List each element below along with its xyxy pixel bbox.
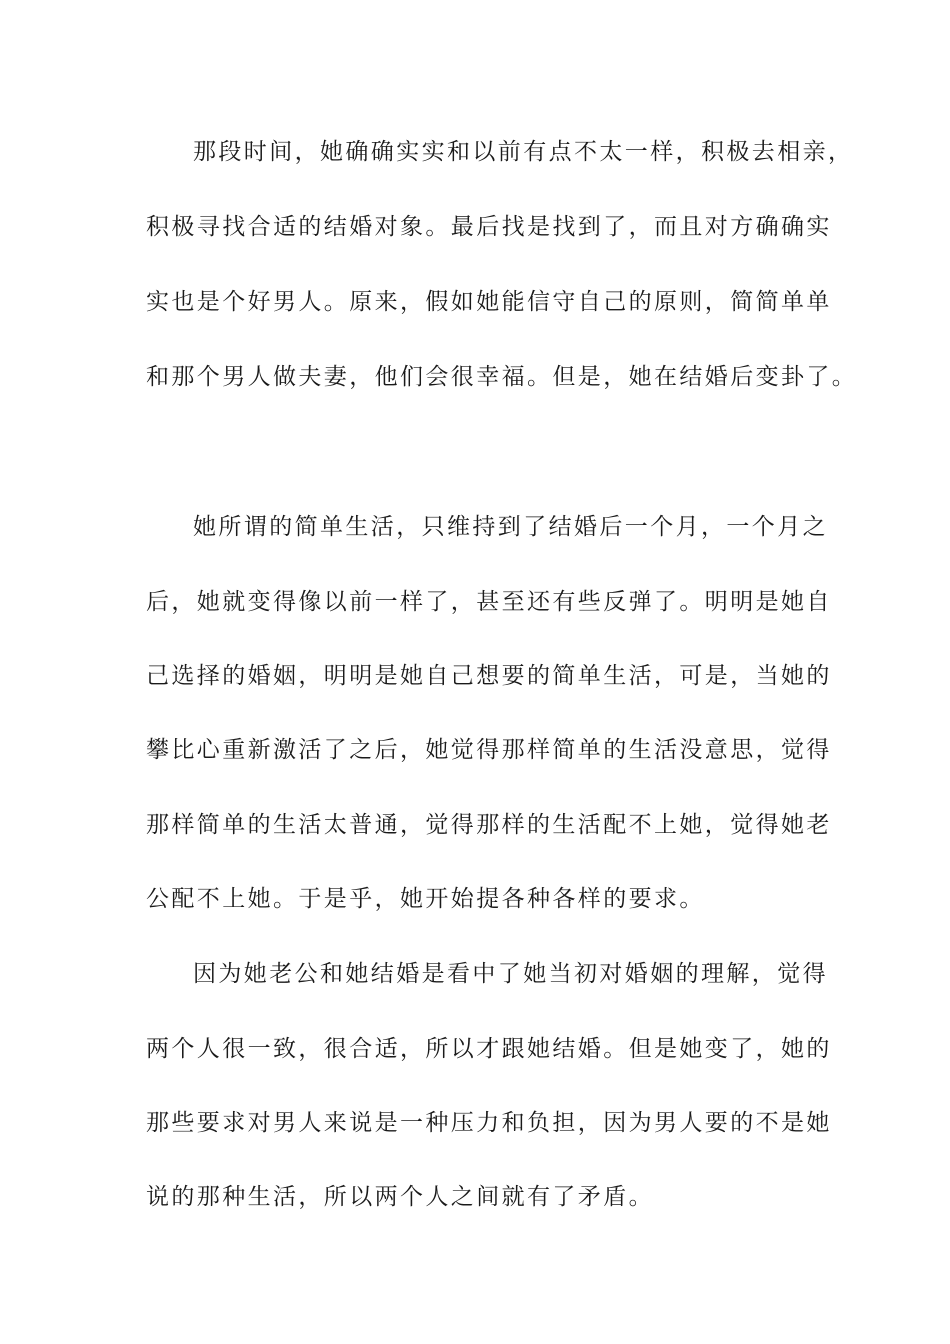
- paragraph-2-line-6: 公配不上她。于是乎，她开始提各种各样的要求。: [146, 886, 705, 912]
- paragraph-3-line-1: 因为她老公和她结婚是看中了她当初对婚姻的理解，觉得: [193, 961, 828, 987]
- paragraph-1-line-3: 实也是个好男人。原来，假如她能信守自己的原则，简简单单: [146, 289, 832, 315]
- paragraph-2-line-5: 那样简单的生活太普通，觉得那样的生活配不上她，觉得她老: [146, 812, 832, 838]
- paragraph-3-line-3: 那些要求对男人来说是一种压力和负担，因为男人要的不是她: [146, 1110, 832, 1136]
- paragraph-1-line-1: 那段时间，她确确实实和以前有点不太一样，积极去相亲，: [193, 139, 854, 165]
- paragraph-2-line-3: 己选择的婚姻，明明是她自己想要的简单生活，可是，当她的: [146, 663, 832, 689]
- paragraph-3-line-2: 两个人很一致，很合适，所以才跟她结婚。但是她变了，她的: [146, 1036, 832, 1062]
- paragraph-1-line-2: 积极寻找合适的结婚对象。最后找是找到了，而且对方确确实: [146, 214, 832, 240]
- paragraph-2-line-2: 后，她就变得像以前一样了，甚至还有些反弹了。明明是她自: [146, 589, 832, 615]
- paragraph-2-line-1: 她所谓的简单生活，只维持到了结婚后一个月，一个月之: [193, 514, 828, 540]
- paragraph-1-line-4: 和那个男人做夫妻，他们会很幸福。但是，她在结婚后变卦了。: [146, 364, 858, 390]
- paragraph-2-line-4: 攀比心重新激活了之后，她觉得那样简单的生活没意思，觉得: [146, 737, 832, 763]
- paragraph-3-line-4: 说的那种生活，所以两个人之间就有了矛盾。: [146, 1184, 654, 1210]
